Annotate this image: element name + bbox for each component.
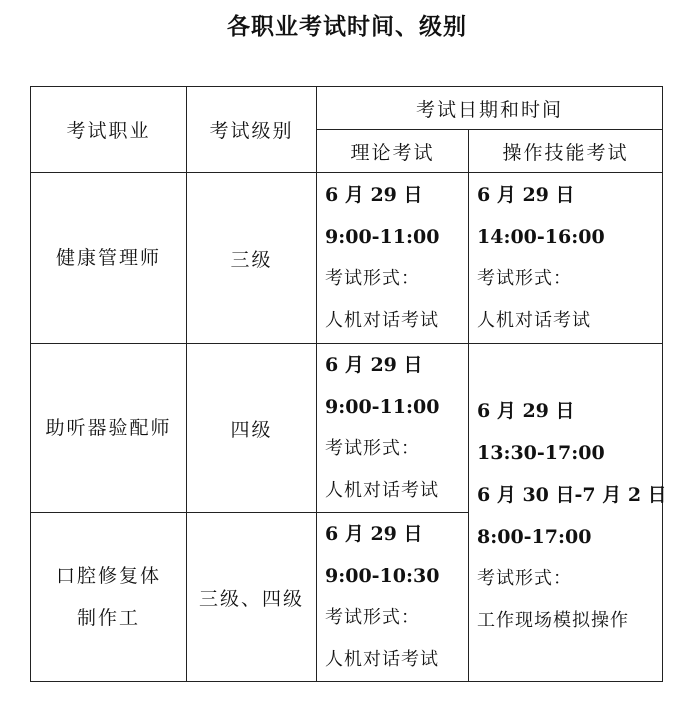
skill-form: 人机对话考试 xyxy=(477,310,591,331)
skill-time-2: 8:00-17:00 xyxy=(477,525,592,548)
header-skill: 操作技能考试 xyxy=(469,130,663,173)
header-occupation: 考试职业 xyxy=(31,87,187,173)
skill-date-2: 6 月 30 日-7 月 2 日 xyxy=(477,483,667,506)
table-row xyxy=(31,173,663,344)
skill-time-1: 13:30-17:00 xyxy=(477,441,605,464)
occupation-cell xyxy=(31,344,187,513)
header-level: 考试级别 xyxy=(187,87,317,173)
skill-form-label: 考试形式： xyxy=(477,268,572,289)
skill-form: 工作现场模拟操作 xyxy=(477,609,629,631)
level-cell: 四级 xyxy=(187,344,317,513)
theory-date: 6 月 29 日 xyxy=(325,523,423,545)
occupation-name-line-2: 制作工 xyxy=(76,607,140,629)
skill-date-1: 6 月 29 日 xyxy=(477,399,575,422)
page-title: 各职业考试时间、级别 xyxy=(227,14,467,40)
occupation-cell xyxy=(31,513,187,682)
theory-form: 人机对话考试 xyxy=(325,649,439,670)
skill-exam-cell xyxy=(469,173,663,344)
level-cell: 三级、四级 xyxy=(187,513,317,682)
skill-form-label: 考试形式： xyxy=(477,567,572,589)
theory-form-label: 考试形式： xyxy=(325,607,420,628)
theory-time: 9:00-10:30 xyxy=(325,565,440,587)
occupation-name: 健康管理师 xyxy=(55,247,161,269)
skill-time: 14:00-16:00 xyxy=(477,226,605,248)
theory-time: 9:00-11:00 xyxy=(325,226,440,248)
theory-time: 9:00-11:00 xyxy=(325,396,440,418)
theory-exam-cell xyxy=(317,173,469,344)
shared-skill-exam-cell xyxy=(469,344,667,682)
theory-form-label: 考试形式： xyxy=(325,268,420,289)
theory-form-label: 考试形式： xyxy=(325,438,420,459)
theory-form: 人机对话考试 xyxy=(325,310,439,331)
table-row xyxy=(31,344,663,513)
theory-exam-cell xyxy=(317,344,469,513)
theory-form: 人机对话考试 xyxy=(325,480,439,501)
theory-exam-cell xyxy=(317,513,469,682)
occupation-cell xyxy=(31,173,187,344)
level-cell: 三级 xyxy=(187,173,317,344)
theory-date: 6 月 29 日 xyxy=(325,354,423,376)
skill-date: 6 月 29 日 xyxy=(477,184,575,206)
occupation-name-line-1: 口腔修复体 xyxy=(55,565,161,587)
exam-schedule-table xyxy=(30,86,667,682)
header-theory: 理论考试 xyxy=(317,130,469,173)
theory-date: 6 月 29 日 xyxy=(325,184,423,206)
occupation-name: 助听器验配师 xyxy=(45,417,172,439)
header-datetime: 考试日期和时间 xyxy=(317,87,663,130)
